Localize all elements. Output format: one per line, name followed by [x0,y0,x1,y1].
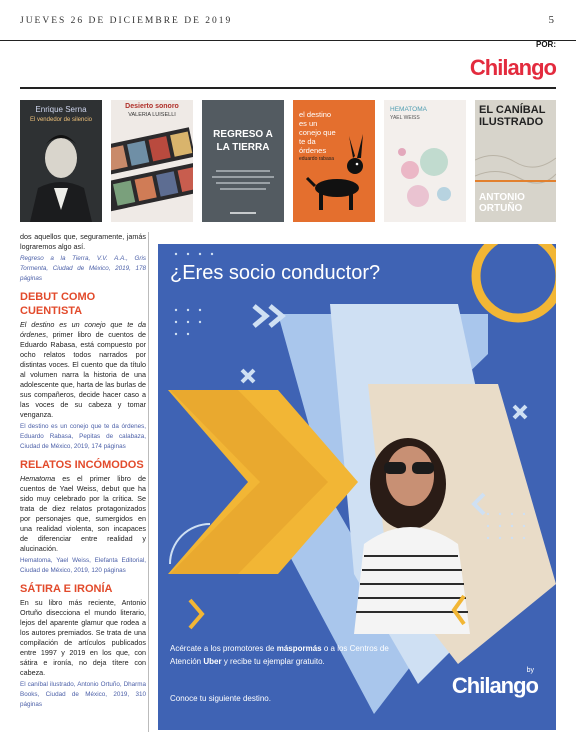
cover-title: El vendedor de silencio [29,117,93,123]
ad-brand-logo: Chilango [451,673,538,698]
book-reference: Hematoma, Yael Weiss, Elefanta Editorial, Ciudad de México, 2019, 120 páginas [20,557,146,574]
intro-paragraph: dos aquellos que, seguramente, jamás lograremos algo así. [20,232,146,251]
advertisement[interactable] [158,244,556,730]
header-por-label: POR: [536,40,556,49]
book-covers-strip [20,100,556,222]
ad-body-part: Acércate a los promotores de [170,644,277,653]
cover-author: VALERIA LUISELLI [128,112,176,118]
ad-brand-masporm: máspormás [276,644,322,653]
page-number: 5 [548,14,554,26]
book-cover-desierto-sonoro [111,100,193,222]
book-title-inline: El destino es un conejo que te da órdenes [20,320,146,339]
cover-title: Desierto sonoro [125,103,179,110]
ad-body-part: o a los Centros de Atención [170,644,389,666]
book-title-inline: Hematoma [20,474,56,483]
section-heading: SÁTIRA E IRONÍA [20,583,113,595]
section-paragraph [20,320,146,420]
cover-author: ANTONIO ORTUÑO [479,192,525,214]
paragraph-body: , primer libro de cuentos de Eduardo Rabasa, está compuesto por ocho relatos todos narrados por distintas voces. El cuento que da título al volumen narra la historia de una adolescente que, harta de las burlas de sus compañeros, decide hacer caso a las voces de su cabeza y tomar venganza. [20,330,146,419]
film-strip-illustration [111,100,193,222]
ad-brand-uber: Uber [203,657,222,666]
brand-rule [20,87,556,89]
book-reference: El destino es un conejo que te da órdenes, Eduardo Rabasa, Pepitas de calabaza, Ciudad de México, 2019, 174 páginas [20,423,146,450]
cover-title: el destino es un conejo que te da órdenes [299,110,336,155]
ad-body-part: y recibe tu ejemplar gratuito. [221,657,325,666]
watercolor-blots [384,100,466,222]
ad-by-label: by [526,667,534,674]
column-divider [148,232,149,732]
paragraph-body: es el primer libro de cuentos de Yael Weiss, debut que ha sido muy celebrado por la crítica. Se trata de diez relatos protagonizados por personajes que, sumergidos en una realidad violenta, son incapaces de diferenciar entre realidad y alucinación. [20,474,146,553]
book-cover-el-canibal-ilustrado [475,100,556,222]
cover-title: HEMATOMA [390,106,427,113]
cover-author: YAEL WEISS [390,115,420,121]
ad-body-text [170,642,420,668]
brand-logo: Chilango [469,55,556,80]
header-rule [0,40,576,41]
cover-title: EL CANÍBAL ILUSTRADO [479,104,546,128]
header-date: JUEVES 26 DE DICIEMBRE DE 2019 [20,16,233,26]
article-column [20,232,146,714]
section-heading: DEBUT COMO CUENTISTA [20,291,96,317]
ad-cta: Conoce tu siguiente destino. [170,694,271,703]
cover-author: Enrique Serna [35,105,87,114]
book-reference: Regreso a la Tierra, V.V. A.A., Gris Tormenta, Ciudad de México, 2019, 178 páginas [20,255,146,282]
section-paragraph [20,598,146,678]
book-reference: El caníbal ilustrado, Antonio Ortuño, Dharma Books, Ciudad de México, 2019, 310 páginas [20,681,146,708]
section-heading: RELATOS INCÓMODOS [20,459,144,471]
book-cover-el-destino [293,100,375,222]
book-cover-regreso-a-la-tierra [202,100,284,222]
section-paragraph [20,474,146,554]
cover-title: REGRESO A LA TIERRA [213,129,273,153]
cover-text-lines [202,100,284,222]
rabbit-dog-illustration [293,100,375,222]
paragraph-body: En su libro más reciente, Antonio Ortuño disecciona el mundo literario, lejos del aparente glamur que rodea a los autores premiados. Se trata de una compilación de artículos publicados entre 1997 y 2019 en los que, con sátira e ironía, no deja títere con cabeza. [20,598,146,677]
book-cover-vendedor-de-silencio [20,100,102,222]
book-cover-hematoma [384,100,466,222]
cover-author: eduardo rabasa [299,156,335,162]
ad-headline: ¿Eres socio conductor? [170,262,381,284]
